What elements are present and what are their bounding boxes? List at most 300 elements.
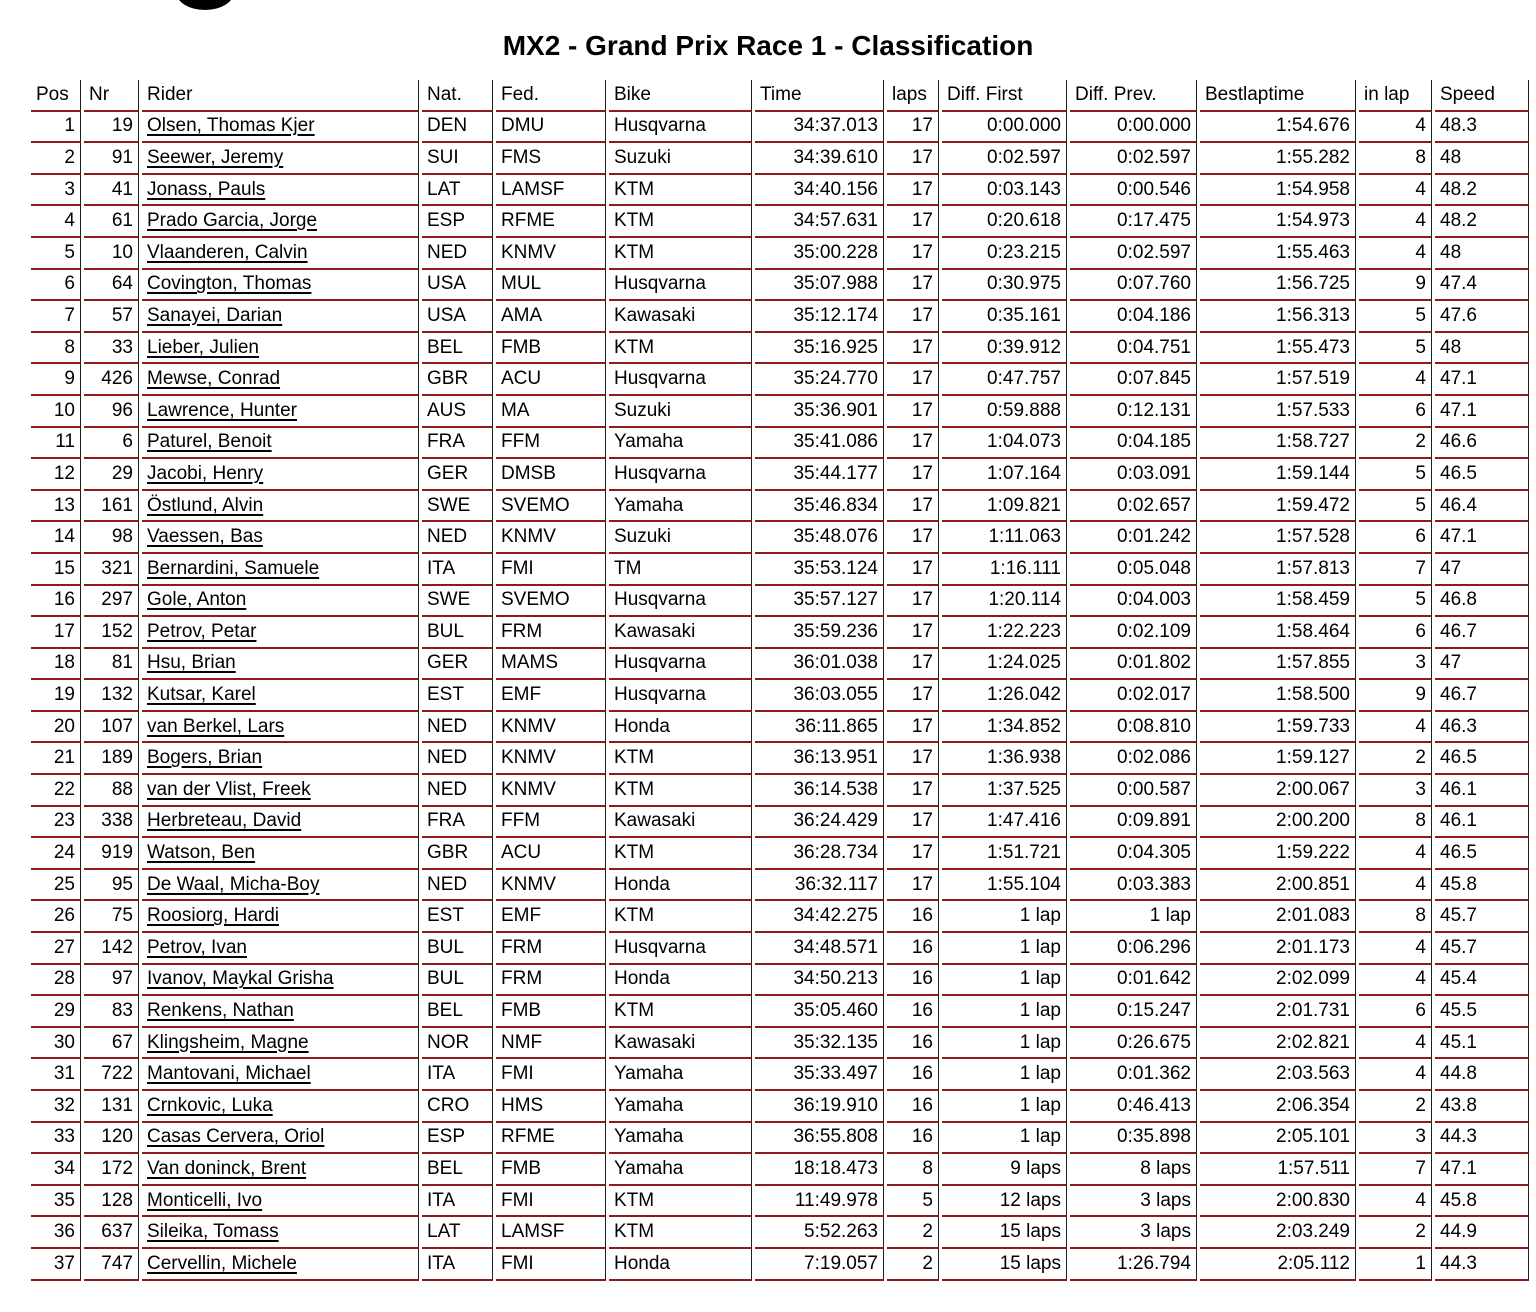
rider-link[interactable]: van der Vlist, Freek xyxy=(147,778,311,800)
rider-link[interactable]: Seewer, Jeremy xyxy=(147,146,284,168)
rider-link[interactable]: Prado Garcia, Jorge xyxy=(147,210,318,232)
rider-link[interactable]: Sileika, Tomass xyxy=(147,1221,279,1243)
rider-link[interactable]: Monticelli, Ivo xyxy=(147,1189,263,1211)
cell-bestlaptime: 2:01.731 xyxy=(1200,996,1356,1028)
cell-nat: DEN xyxy=(422,112,493,144)
cell-bestlaptime: 1:58.727 xyxy=(1200,428,1356,460)
cell-in-lap: 4 xyxy=(1359,175,1432,207)
cell-time: 35:53.124 xyxy=(755,554,884,586)
cell-in-lap: 4 xyxy=(1359,712,1432,744)
cell-diff-first: 1:09.821 xyxy=(942,491,1067,523)
cell-time: 35:46.834 xyxy=(755,491,884,523)
cell-in-lap: 4 xyxy=(1359,238,1432,270)
rider-link[interactable]: Petrov, Ivan xyxy=(147,936,247,958)
cell-bike: Kawasaki xyxy=(609,301,752,333)
table-header xyxy=(31,80,1529,112)
cell-nr: 189 xyxy=(84,743,139,775)
table-row xyxy=(31,1249,1529,1281)
cell-rider xyxy=(142,870,419,902)
cell-time: 34:50.213 xyxy=(755,965,884,997)
cell-in-lap: 4 xyxy=(1359,965,1432,997)
cell-time: 34:37.013 xyxy=(755,112,884,144)
cell-diff-first: 1:16.111 xyxy=(942,554,1067,586)
cell-nr: 75 xyxy=(84,901,139,933)
cell-bike: Kawasaki xyxy=(609,807,752,839)
rider-link[interactable]: Lieber, Julien xyxy=(147,336,259,358)
cell-bestlaptime: 1:56.313 xyxy=(1200,301,1356,333)
cell-bike: Kawasaki xyxy=(609,1028,752,1060)
table-row xyxy=(31,522,1529,554)
rider-link[interactable]: Crnkovic, Luka xyxy=(147,1094,273,1116)
rider-link[interactable]: Roosiorg, Hardi xyxy=(147,905,279,927)
cell-nat: ITA xyxy=(422,1249,493,1281)
cell-diff-prev: 0:04.751 xyxy=(1070,333,1197,365)
cell-fed: FRM xyxy=(496,617,606,649)
cell-fed: ACU xyxy=(496,838,606,870)
rider-link[interactable]: Sanayei, Darian xyxy=(147,304,283,326)
cell-diff-prev: 0:15.247 xyxy=(1070,996,1197,1028)
cell-bestlaptime: 2:00.830 xyxy=(1200,1186,1356,1218)
rider-link[interactable]: van Berkel, Lars xyxy=(147,715,285,737)
cell-nr: 91 xyxy=(84,143,139,175)
cell-rider xyxy=(142,206,419,238)
cell-time: 35:57.127 xyxy=(755,586,884,618)
cell-nr: 722 xyxy=(84,1059,139,1091)
cell-diff-prev: 0:00.000 xyxy=(1070,112,1197,144)
cell-speed: 44.9 xyxy=(1435,1217,1529,1249)
cell-fed: MA xyxy=(496,396,606,428)
cell-diff-prev: 0:08.810 xyxy=(1070,712,1197,744)
cell-pos: 20 xyxy=(31,712,81,744)
cell-nr: 297 xyxy=(84,586,139,618)
cell-bike: Suzuki xyxy=(609,522,752,554)
cell-rider xyxy=(142,1186,419,1218)
cell-laps: 17 xyxy=(887,617,939,649)
cell-pos: 10 xyxy=(31,396,81,428)
cell-nat: BUL xyxy=(422,617,493,649)
cell-nat: SUI xyxy=(422,143,493,175)
cell-fed: RFME xyxy=(496,206,606,238)
column-header-time: Time xyxy=(755,80,884,112)
cell-bike: Yamaha xyxy=(609,1154,752,1186)
cell-time: 35:48.076 xyxy=(755,522,884,554)
cell-bike: KTM xyxy=(609,206,752,238)
cell-bestlaptime: 1:54.676 xyxy=(1200,112,1356,144)
cell-rider xyxy=(142,491,419,523)
cell-rider xyxy=(142,901,419,933)
cell-pos: 16 xyxy=(31,586,81,618)
cell-time: 36:03.055 xyxy=(755,680,884,712)
cell-nat: EST xyxy=(422,901,493,933)
cell-rider xyxy=(142,364,419,396)
table-row xyxy=(31,270,1529,302)
cell-nr: 88 xyxy=(84,775,139,807)
cell-laps: 17 xyxy=(887,301,939,333)
cell-bike: Yamaha xyxy=(609,1123,752,1155)
cell-in-lap: 3 xyxy=(1359,649,1432,681)
cell-bestlaptime: 1:57.533 xyxy=(1200,396,1356,428)
cell-speed: 47.1 xyxy=(1435,364,1529,396)
cell-nat: CRO xyxy=(422,1091,493,1123)
table-row xyxy=(31,870,1529,902)
cell-diff-first: 1 lap xyxy=(942,901,1067,933)
cell-fed: FRM xyxy=(496,933,606,965)
table-row xyxy=(31,1091,1529,1123)
cell-time: 5:52.263 xyxy=(755,1217,884,1249)
cell-fed: KNMV xyxy=(496,238,606,270)
cell-in-lap: 3 xyxy=(1359,1123,1432,1155)
cell-pos: 27 xyxy=(31,933,81,965)
cell-nr: 64 xyxy=(84,270,139,302)
cell-time: 36:55.808 xyxy=(755,1123,884,1155)
cell-speed: 45.1 xyxy=(1435,1028,1529,1060)
column-header-bike: Bike xyxy=(609,80,752,112)
cell-bike: Husqvarna xyxy=(609,649,752,681)
cell-laps: 16 xyxy=(887,901,939,933)
cell-diff-prev: 0:35.898 xyxy=(1070,1123,1197,1155)
cell-bike: KTM xyxy=(609,996,752,1028)
table-row xyxy=(31,1217,1529,1249)
table-row xyxy=(31,238,1529,270)
cell-rider xyxy=(142,617,419,649)
cell-nr: 29 xyxy=(84,459,139,491)
cell-diff-prev: 0:00.587 xyxy=(1070,775,1197,807)
cell-rider xyxy=(142,838,419,870)
table-row xyxy=(31,807,1529,839)
cell-in-lap: 5 xyxy=(1359,301,1432,333)
cell-nat: USA xyxy=(422,270,493,302)
cell-in-lap: 6 xyxy=(1359,522,1432,554)
rider-link[interactable]: Kutsar, Karel xyxy=(147,684,256,706)
cell-pos: 32 xyxy=(31,1091,81,1123)
cell-nr: 97 xyxy=(84,965,139,997)
cell-bestlaptime: 1:59.222 xyxy=(1200,838,1356,870)
cell-speed: 47.1 xyxy=(1435,1154,1529,1186)
cell-fed: FMI xyxy=(496,1059,606,1091)
classification-table xyxy=(28,80,1532,1281)
cell-bike: Yamaha xyxy=(609,491,752,523)
cell-time: 35:32.135 xyxy=(755,1028,884,1060)
cell-nr: 61 xyxy=(84,206,139,238)
cell-in-lap: 4 xyxy=(1359,112,1432,144)
cell-bestlaptime: 1:57.855 xyxy=(1200,649,1356,681)
cell-fed: KNMV xyxy=(496,712,606,744)
rider-link[interactable]: Herbreteau, David xyxy=(147,810,302,832)
rider-link[interactable]: Jonass, Pauls xyxy=(147,178,266,200)
cell-pos: 11 xyxy=(31,428,81,460)
cell-speed: 44.8 xyxy=(1435,1059,1529,1091)
cell-nat: NED xyxy=(422,743,493,775)
table-row xyxy=(31,333,1529,365)
cell-pos: 2 xyxy=(31,143,81,175)
cell-nr: 98 xyxy=(84,522,139,554)
cell-fed: HMS xyxy=(496,1091,606,1123)
cell-nat: SWE xyxy=(422,586,493,618)
cell-speed: 46.8 xyxy=(1435,586,1529,618)
cell-laps: 16 xyxy=(887,996,939,1028)
table-row xyxy=(31,901,1529,933)
table-row xyxy=(31,1154,1529,1186)
cell-in-lap: 7 xyxy=(1359,1154,1432,1186)
cell-bike: Yamaha xyxy=(609,1091,752,1123)
rider-link[interactable]: Van doninck, Brent xyxy=(147,1157,307,1179)
rider-link[interactable]: Watson, Ben xyxy=(147,842,256,864)
table-row xyxy=(31,617,1529,649)
cell-nat: EST xyxy=(422,680,493,712)
rider-link[interactable]: Klingsheim, Magne xyxy=(147,1031,309,1053)
cell-nr: 426 xyxy=(84,364,139,396)
cell-diff-first: 15 laps xyxy=(942,1217,1067,1249)
cell-diff-first: 0:02.597 xyxy=(942,143,1067,175)
cell-nr: 95 xyxy=(84,870,139,902)
column-header-nr: Nr xyxy=(84,80,139,112)
cell-bike: KTM xyxy=(609,901,752,933)
cell-time: 36:19.910 xyxy=(755,1091,884,1123)
cell-bike: Husqvarna xyxy=(609,364,752,396)
cell-pos: 14 xyxy=(31,522,81,554)
cell-diff-first: 1:07.164 xyxy=(942,459,1067,491)
rider-link[interactable]: Lawrence, Hunter xyxy=(147,399,297,421)
cell-diff-prev: 0:01.362 xyxy=(1070,1059,1197,1091)
rider-link[interactable]: De Waal, Micha-Boy xyxy=(147,873,320,895)
cell-pos: 12 xyxy=(31,459,81,491)
cell-time: 35:44.177 xyxy=(755,459,884,491)
header-row xyxy=(31,80,1529,112)
cell-bestlaptime: 1:58.464 xyxy=(1200,617,1356,649)
cell-diff-first: 1 lap xyxy=(942,1059,1067,1091)
rider-link[interactable]: Gole, Anton xyxy=(147,589,247,611)
cell-pos: 26 xyxy=(31,901,81,933)
cell-bike: Husqvarna xyxy=(609,586,752,618)
cell-rider xyxy=(142,333,419,365)
cell-speed: 46.3 xyxy=(1435,712,1529,744)
cell-nr: 19 xyxy=(84,112,139,144)
cell-rider xyxy=(142,1028,419,1060)
cell-in-lap: 2 xyxy=(1359,743,1432,775)
cell-speed: 45.5 xyxy=(1435,996,1529,1028)
cell-diff-first: 1 lap xyxy=(942,933,1067,965)
cell-diff-first: 1:11.063 xyxy=(942,522,1067,554)
rider-link[interactable]: Renkens, Nathan xyxy=(147,1000,294,1022)
table-row xyxy=(31,586,1529,618)
cell-nat: BEL xyxy=(422,996,493,1028)
cell-time: 36:32.117 xyxy=(755,870,884,902)
cell-diff-prev: 0:04.185 xyxy=(1070,428,1197,460)
cell-diff-first: 0:59.888 xyxy=(942,396,1067,428)
cell-pos: 9 xyxy=(31,364,81,396)
cell-bestlaptime: 1:58.500 xyxy=(1200,680,1356,712)
cell-diff-first: 0:23.215 xyxy=(942,238,1067,270)
table-row xyxy=(31,491,1529,523)
cell-in-lap: 4 xyxy=(1359,838,1432,870)
cell-nat: GBR xyxy=(422,838,493,870)
cell-laps: 8 xyxy=(887,1154,939,1186)
cell-nat: FRA xyxy=(422,428,493,460)
cell-bike: KTM xyxy=(609,775,752,807)
cell-laps: 17 xyxy=(887,807,939,839)
cell-bike: KTM xyxy=(609,743,752,775)
cell-speed: 48 xyxy=(1435,333,1529,365)
rider-link[interactable]: Casas Cervera, Oriol xyxy=(147,1126,325,1148)
cell-time: 11:49.978 xyxy=(755,1186,884,1218)
cell-rider xyxy=(142,743,419,775)
cell-diff-first: 1:55.104 xyxy=(942,870,1067,902)
cell-time: 34:57.631 xyxy=(755,206,884,238)
cell-bestlaptime: 1:59.144 xyxy=(1200,459,1356,491)
cell-diff-prev: 0:02.017 xyxy=(1070,680,1197,712)
cell-diff-first: 1:22.223 xyxy=(942,617,1067,649)
cell-time: 34:42.275 xyxy=(755,901,884,933)
cell-pos: 5 xyxy=(31,238,81,270)
cell-speed: 43.8 xyxy=(1435,1091,1529,1123)
cell-in-lap: 4 xyxy=(1359,1059,1432,1091)
cell-fed: KNMV xyxy=(496,743,606,775)
cell-nat: BUL xyxy=(422,933,493,965)
cell-rider xyxy=(142,712,419,744)
rider-link[interactable]: Covington, Thomas xyxy=(147,273,312,295)
cell-fed: NMF xyxy=(496,1028,606,1060)
column-header-laps: laps xyxy=(887,80,939,112)
cell-nat: NED xyxy=(422,775,493,807)
cell-rider xyxy=(142,1217,419,1249)
cell-pos: 25 xyxy=(31,870,81,902)
cell-rider xyxy=(142,1154,419,1186)
cell-bike: Husqvarna xyxy=(609,112,752,144)
cell-diff-prev: 0:04.305 xyxy=(1070,838,1197,870)
rider-link[interactable]: Bogers, Brian xyxy=(147,747,263,769)
cell-speed: 48.2 xyxy=(1435,175,1529,207)
cell-speed: 47.1 xyxy=(1435,522,1529,554)
cell-fed: DMSB xyxy=(496,459,606,491)
cell-fed: EMF xyxy=(496,901,606,933)
cell-diff-first: 0:39.912 xyxy=(942,333,1067,365)
cell-speed: 45.4 xyxy=(1435,965,1529,997)
cell-laps: 17 xyxy=(887,238,939,270)
cell-fed: FMI xyxy=(496,1249,606,1281)
rider-link[interactable]: Mewse, Conrad xyxy=(147,368,281,390)
cell-pos: 18 xyxy=(31,649,81,681)
rider-link[interactable]: Vaessen, Bas xyxy=(147,526,263,548)
cell-nr: 41 xyxy=(84,175,139,207)
cell-bike: KTM xyxy=(609,1217,752,1249)
cell-nr: 152 xyxy=(84,617,139,649)
cell-rider xyxy=(142,807,419,839)
cell-bestlaptime: 2:03.563 xyxy=(1200,1059,1356,1091)
cell-diff-prev: 0:01.642 xyxy=(1070,965,1197,997)
cell-bestlaptime: 1:54.973 xyxy=(1200,206,1356,238)
rider-link[interactable]: Olsen, Thomas Kjer xyxy=(147,115,315,137)
cell-diff-first: 1:26.042 xyxy=(942,680,1067,712)
rider-link[interactable]: Östlund, Alvin xyxy=(147,494,264,516)
cell-fed: AMA xyxy=(496,301,606,333)
rider-link[interactable]: Mantovani, Michael xyxy=(147,1063,311,1085)
cell-time: 35:36.901 xyxy=(755,396,884,428)
cell-fed: LAMSF xyxy=(496,1217,606,1249)
rider-link[interactable]: Paturel, Benoit xyxy=(147,431,272,453)
cell-time: 35:05.460 xyxy=(755,996,884,1028)
cell-rider xyxy=(142,1059,419,1091)
cell-laps: 16 xyxy=(887,1028,939,1060)
cell-time: 34:39.610 xyxy=(755,143,884,175)
cell-pos: 8 xyxy=(31,333,81,365)
cell-nr: 161 xyxy=(84,491,139,523)
cell-speed: 46.5 xyxy=(1435,838,1529,870)
cell-diff-first: 1 lap xyxy=(942,1123,1067,1155)
cell-laps: 16 xyxy=(887,1091,939,1123)
cell-bike: Husqvarna xyxy=(609,933,752,965)
cell-time: 35:41.086 xyxy=(755,428,884,460)
cell-nr: 338 xyxy=(84,807,139,839)
cell-diff-first: 0:03.143 xyxy=(942,175,1067,207)
cell-diff-prev: 1:26.794 xyxy=(1070,1249,1197,1281)
cell-time: 35:00.228 xyxy=(755,238,884,270)
table-row xyxy=(31,206,1529,238)
rider-link[interactable]: Petrov, Petar xyxy=(147,620,257,642)
cell-diff-prev: 0:07.760 xyxy=(1070,270,1197,302)
cell-in-lap: 5 xyxy=(1359,459,1432,491)
cell-speed: 47.6 xyxy=(1435,301,1529,333)
cell-rider xyxy=(142,301,419,333)
table-row xyxy=(31,428,1529,460)
column-header-rider: Rider xyxy=(142,80,419,112)
cell-diff-prev: 0:03.383 xyxy=(1070,870,1197,902)
cell-bestlaptime: 1:55.463 xyxy=(1200,238,1356,270)
rider-link[interactable]: Jacobi, Henry xyxy=(147,462,264,484)
cell-laps: 16 xyxy=(887,933,939,965)
cell-laps: 17 xyxy=(887,870,939,902)
cell-fed: ACU xyxy=(496,364,606,396)
cell-laps: 17 xyxy=(887,175,939,207)
table-row xyxy=(31,1123,1529,1155)
rider-link[interactable]: Ivanov, Maykal Grisha xyxy=(147,968,334,990)
rider-link[interactable]: Hsu, Brian xyxy=(147,652,236,674)
cell-in-lap: 5 xyxy=(1359,586,1432,618)
cell-pos: 7 xyxy=(31,301,81,333)
cell-laps: 17 xyxy=(887,743,939,775)
cell-fed: KNMV xyxy=(496,522,606,554)
cell-pos: 19 xyxy=(31,680,81,712)
cell-fed: EMF xyxy=(496,680,606,712)
cell-nr: 131 xyxy=(84,1091,139,1123)
cell-fed: FRM xyxy=(496,965,606,997)
cell-bestlaptime: 2:05.101 xyxy=(1200,1123,1356,1155)
cell-bike: Kawasaki xyxy=(609,617,752,649)
rider-link[interactable]: Cervellin, Michele xyxy=(147,1252,297,1274)
cell-in-lap: 2 xyxy=(1359,1091,1432,1123)
cell-laps: 17 xyxy=(887,649,939,681)
rider-link[interactable]: Vlaanderen, Calvin xyxy=(147,241,308,263)
cell-nat: ESP xyxy=(422,1123,493,1155)
cell-pos: 30 xyxy=(31,1028,81,1060)
cell-rider xyxy=(142,1249,419,1281)
cell-in-lap: 4 xyxy=(1359,1028,1432,1060)
cell-laps: 17 xyxy=(887,775,939,807)
cell-fed: FMB xyxy=(496,996,606,1028)
cell-bike: Husqvarna xyxy=(609,270,752,302)
cell-diff-prev: 0:02.109 xyxy=(1070,617,1197,649)
cell-in-lap: 8 xyxy=(1359,807,1432,839)
cell-rider xyxy=(142,933,419,965)
cell-speed: 46.6 xyxy=(1435,428,1529,460)
cell-bestlaptime: 2:00.851 xyxy=(1200,870,1356,902)
cell-nat: NED xyxy=(422,870,493,902)
rider-link[interactable]: Bernardini, Samuele xyxy=(147,557,320,579)
cell-nat: GER xyxy=(422,649,493,681)
table-row xyxy=(31,933,1529,965)
cell-bestlaptime: 1:59.733 xyxy=(1200,712,1356,744)
table-row xyxy=(31,1028,1529,1060)
cell-in-lap: 8 xyxy=(1359,143,1432,175)
